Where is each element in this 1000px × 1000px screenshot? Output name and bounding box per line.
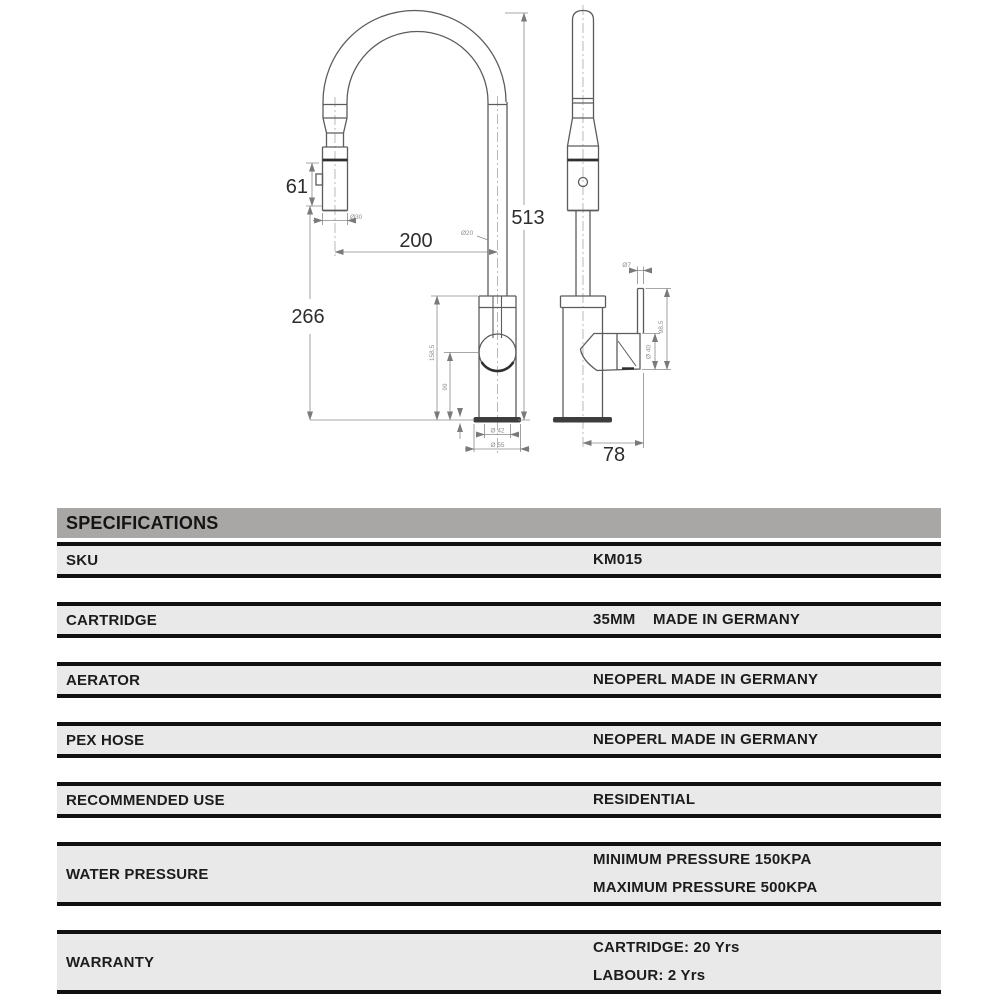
row-value (593, 934, 941, 990)
dim-overall-height-label: 513 (511, 207, 545, 229)
handle-diagonal (618, 341, 636, 366)
table-row-aerator (57, 662, 941, 698)
row-value (593, 726, 941, 754)
row-value-line: 35MM MADE IN GERMANY (593, 611, 801, 628)
dim-base-top-dia-label: Ø 42 (490, 427, 505, 435)
row-label: PEX HOSE (66, 731, 145, 749)
handle-body (581, 334, 641, 371)
row-value-line: KM015 (593, 551, 643, 568)
table-row-warranty (57, 930, 941, 994)
spout-arch-outer (323, 10, 506, 102)
table-row-water-pressure (57, 842, 941, 906)
front-base-flange (553, 417, 612, 423)
dim-pipe-dia-leader (477, 236, 488, 240)
row-value-line: LABOUR: 2 Yrs (593, 967, 706, 984)
dim-handle-dia-label: Ø 40 (645, 344, 653, 360)
row-value (593, 786, 941, 814)
row-value-line: CARTRIDGE: 20 Yrs (593, 939, 740, 956)
table-row-pex-hose (57, 722, 941, 758)
specifications-table (57, 508, 941, 994)
row-value-line: RESIDENTIAL (593, 791, 696, 808)
side-centerlines (335, 96, 498, 456)
row-label: AERATOR (66, 671, 141, 689)
dim-pipe-dia-label: Ø20 (461, 230, 474, 237)
dim-handle-reach-label: 78 (602, 444, 626, 466)
row-value-line: MINIMUM PRESSURE 150KPA (593, 851, 812, 868)
dim-reach-label: 200 (399, 230, 433, 252)
row-value (593, 546, 941, 574)
row-value (593, 666, 941, 694)
table-row-sku (57, 542, 941, 578)
base-flange (474, 417, 522, 423)
row-value (593, 846, 941, 902)
row-label: WATER PRESSURE (66, 865, 209, 883)
front-view (553, 5, 671, 466)
row-label: SKU (66, 551, 99, 569)
row-value (593, 606, 941, 634)
spray-button (316, 174, 323, 185)
dim-head-length-label: 61 (285, 176, 308, 198)
row-label: WARRANTY (66, 953, 155, 971)
row-value-line: NEOPERL MADE IN GERMANY (593, 671, 819, 688)
dim-spout-height-label: 266 (291, 306, 325, 328)
dim-body-height-label: 158.5 (429, 344, 436, 362)
row-value-line: MAXIMUM PRESSURE 500KPA (593, 879, 818, 896)
table-row-cartridge (57, 602, 941, 638)
dim-base-dia-label: Ø 55 (490, 442, 505, 449)
table-row-recommended-use (57, 782, 941, 818)
dim-lever-ext (638, 267, 644, 285)
dim-handle-height-label: 98.5 (658, 320, 665, 334)
row-value-line: NEOPERL MADE IN GERMANY (593, 731, 819, 748)
row-label: RECOMMENDED USE (66, 791, 225, 809)
specifications-title: SPECIFICATIONS (57, 508, 941, 538)
row-label: CARTRIDGE (66, 611, 157, 629)
dim-lever-dia-label: Ø7 (622, 262, 631, 269)
side-view (286, 10, 545, 456)
dim-head-dia-label: Ø30 (350, 214, 363, 221)
spout-arch-inner (347, 31, 488, 102)
handle-lever-rod (638, 289, 644, 334)
dim-handle-center-label: 99 (442, 383, 449, 391)
